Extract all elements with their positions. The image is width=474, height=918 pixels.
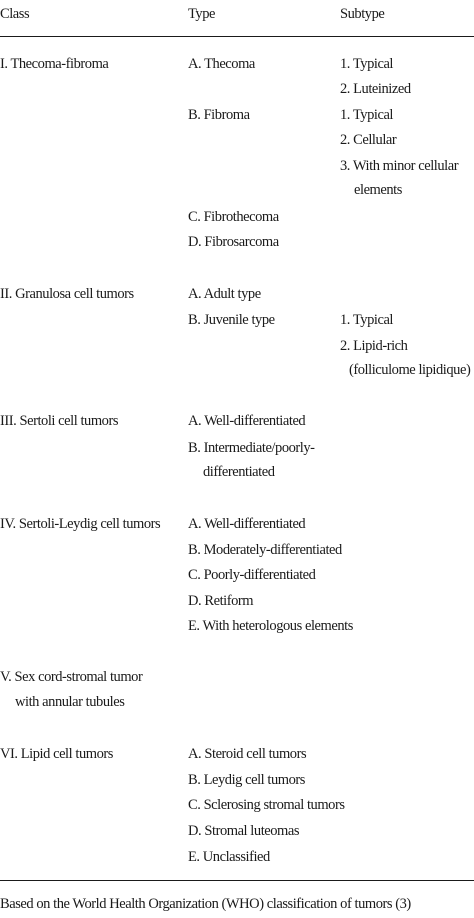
type-label: A. Well-differentiated xyxy=(188,516,306,532)
class-label: IV. Sertoli-Leydig cell tumors xyxy=(0,516,161,532)
header-class: Class xyxy=(0,6,30,22)
class-label: I. Thecoma-fibroma xyxy=(0,56,109,72)
type-label: C. Sclerosing stromal tumors xyxy=(188,797,345,813)
class-label: III. Sertoli cell tumors xyxy=(0,413,119,429)
subtype-label: 2. Cellular xyxy=(340,132,397,148)
type-label: E. Unclassified xyxy=(188,849,270,865)
subtype-label: 2. Luteinized xyxy=(340,81,411,97)
subtype-label: 2. Lipid-rich xyxy=(340,338,408,354)
type-label: E. With heterologous elements xyxy=(188,618,353,634)
type-label: B. Leydig cell tumors xyxy=(188,772,306,788)
class-label: VI. Lipid cell tumors xyxy=(0,746,113,762)
type-label: A. Thecoma xyxy=(188,56,255,72)
type-label: A. Adult type xyxy=(188,286,261,302)
type-label: C. Fibrothecoma xyxy=(188,209,279,225)
type-label: B. Fibroma xyxy=(188,107,250,123)
header-subtype: Subtype xyxy=(340,6,385,22)
type-label: C. Poorly-differentiated xyxy=(188,567,316,583)
class-label: II. Granulosa cell tumors xyxy=(0,286,134,302)
subtype-label: 1. Typical xyxy=(340,312,394,328)
type-label: B. Intermediate/poorly- xyxy=(188,440,315,456)
subtype-label: 1. Typical xyxy=(340,107,394,123)
type-label: A. Steroid cell tumors xyxy=(188,746,307,762)
class-label: V. Sex cord-stromal tumor xyxy=(0,669,143,685)
type-label: B. Juvenile type xyxy=(188,312,275,328)
subtype-label: 3. With minor cellular xyxy=(340,158,459,174)
type-label: B. Moderately-differentiated xyxy=(188,542,342,558)
type-label: D. Retiform xyxy=(188,593,254,609)
type-label: A. Well-differentiated xyxy=(188,413,306,429)
header-rule xyxy=(0,36,474,37)
class-label: with annular tubules xyxy=(15,694,125,710)
type-label: D. Fibrosarcoma xyxy=(188,234,279,250)
subtype-label: (folliculome lipidique) xyxy=(349,362,471,378)
subtype-label: 1. Typical xyxy=(340,56,394,72)
subtype-label: elements xyxy=(354,182,402,198)
table-footnote: Based on the World Health Organization (WHO) classification of tumors (3) xyxy=(0,896,411,912)
type-label: differentiated xyxy=(203,464,275,480)
type-label: D. Stromal luteomas xyxy=(188,823,300,839)
bottom-rule xyxy=(0,880,474,881)
header-type: Type xyxy=(188,6,215,22)
